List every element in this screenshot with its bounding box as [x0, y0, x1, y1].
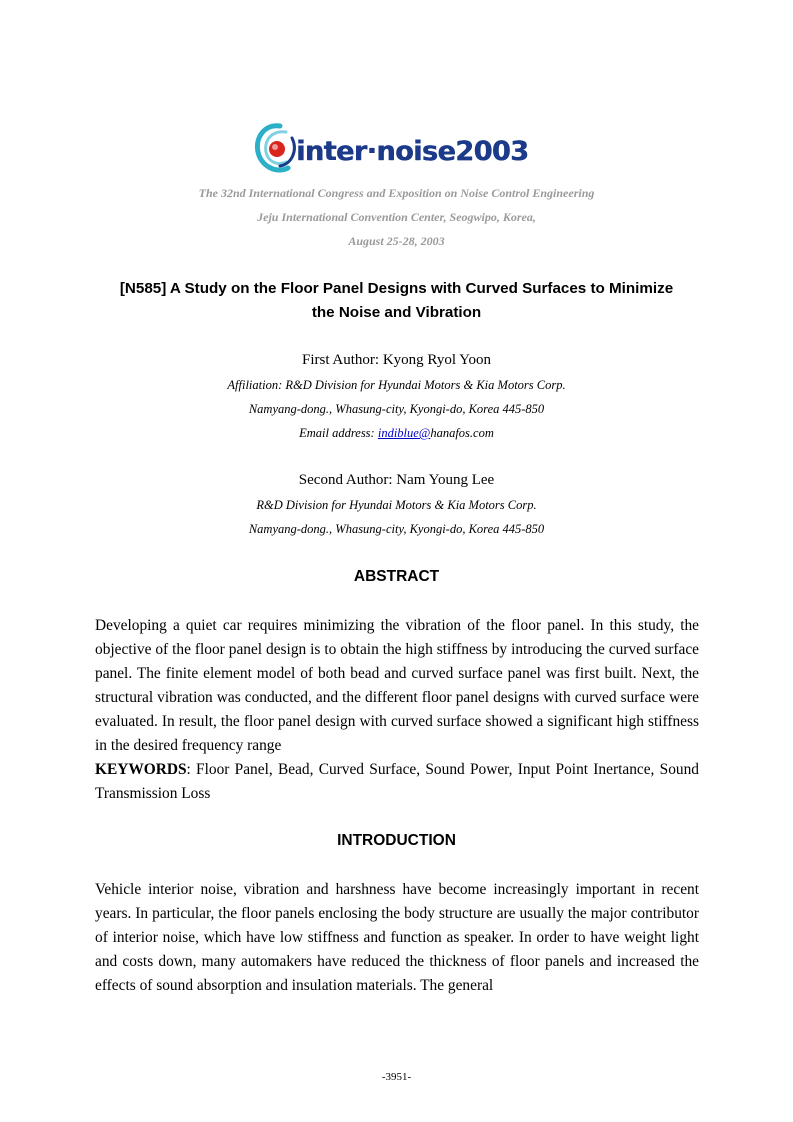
keywords — [95, 758, 699, 806]
abstract-heading: ABSTRACT — [353, 568, 440, 585]
conference-logo — [252, 120, 542, 180]
paper-title-line-2: the Noise and Vibration — [311, 304, 482, 321]
second-author-address: Namyang-dong., Whasung-city, Kyongi-do, Korea 445-850 — [248, 522, 545, 536]
keywords-list: : Floor Panel, Bead, Curved Surface, Sound Power, Input Point Inertance, Sound Transmission Loss — [95, 761, 699, 802]
paper-title-line-1: [N585] A Study on the Floor Panel Designs with Curved Surfaces to Minimize — [119, 280, 674, 297]
conference-dates: August 25-28, 2003 — [348, 234, 445, 248]
introduction-heading: INTRODUCTION — [337, 832, 456, 849]
second-author-affiliation: R&D Division for Hyundai Motors & Kia Motors Corp. — [256, 498, 537, 512]
swirl-logo-icon — [252, 120, 302, 180]
email-link[interactable]: indiblue@ — [377, 426, 431, 440]
keywords-label: KEYWORDS — [95, 761, 187, 778]
email-label: Email address: — [299, 426, 378, 440]
conference-name: The 32nd International Congress and Exposition on Noise Control Engineering — [198, 186, 595, 200]
logo-wordmark: inter·noise2003 — [296, 136, 529, 167]
conference-venue: Jeju International Convention Center, Seogwipo, Korea, — [257, 210, 536, 224]
first-author-address: Namyang-dong., Whasung-city, Kyongi-do, Korea 445-850 — [248, 402, 545, 416]
page-number: -3951- — [381, 1071, 412, 1083]
abstract-text: Developing a quiet car requires minimizing the vibration of the floor panel. In this study, the objective of the floor panel design is to obtain the high stiffness by introducing the curved surface panel. The finite element model of both bead and curved surface panel was first built. Next, the structural vibration was conducted, and the different floor panel designs with curved surface were evaluated. In result, the floor panel design with curved surface showed a significant high stiffness in the desired frequency range — [95, 617, 699, 754]
first-author-name: First Author: Kyong Ryol Yoon — [301, 352, 492, 368]
first-author-email — [0, 426, 793, 441]
email-domain: hanafos.com — [430, 426, 494, 440]
second-author-name: Second Author: Nam Young Lee — [298, 472, 495, 488]
first-author-affiliation: Affiliation: R&D Division for Hyundai Motors & Kia Motors Corp. — [227, 378, 566, 392]
introduction-text: Vehicle interior noise, vibration and harshness have become increasingly important in recent years. In particular, the floor panels enclosing the body structure are usually the major contributor of interior noise, which have low stiffness and function as speaker. In order to have weight light and costs down, many automakers have reduced the thickness of floor panels and increased the effects of sound absorption and insulation materials. The general — [95, 881, 699, 994]
